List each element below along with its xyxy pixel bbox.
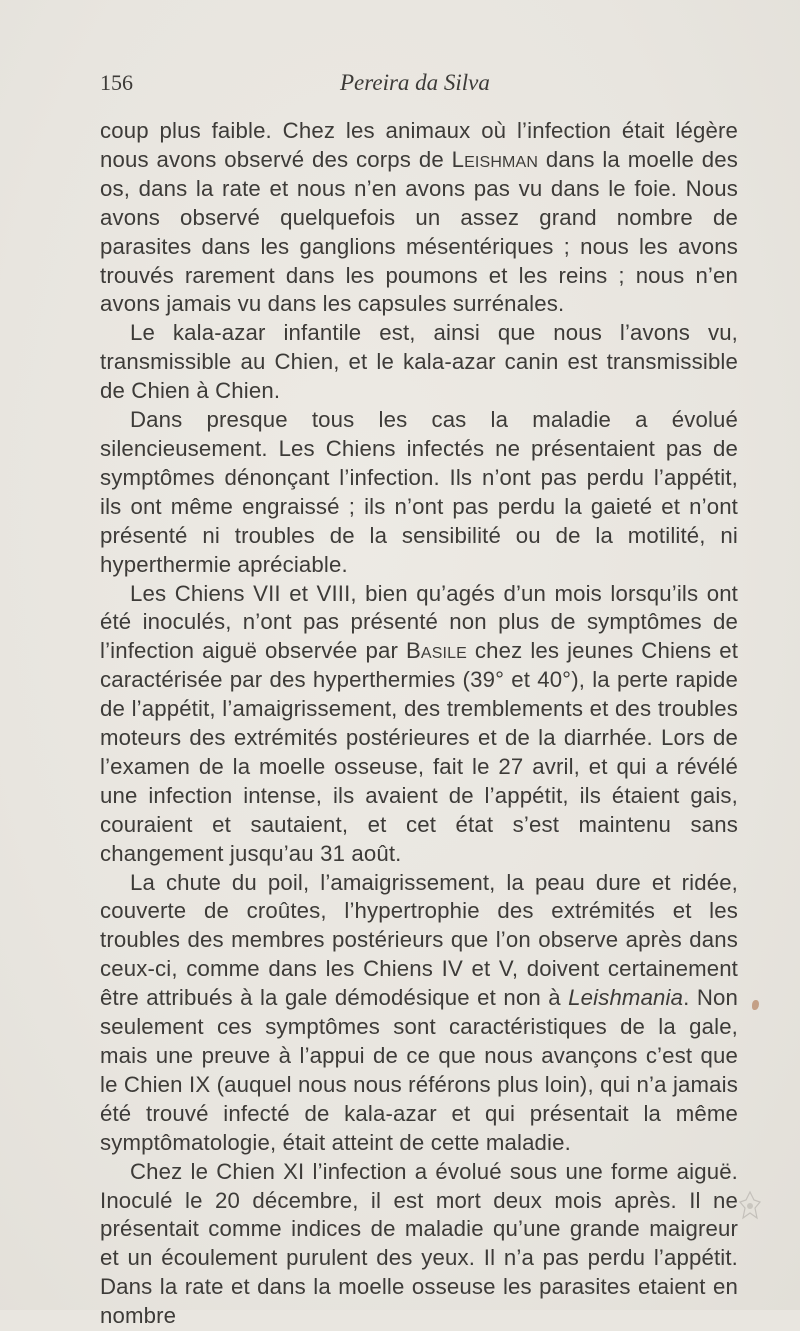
- paragraph: [100, 117, 738, 319]
- text-run: Le kala-azar infantile est, ainsi que nous l’avons vu, transmissible au Chien, et le kala-azar canin est transmissible de Chien à Chien.: [100, 320, 738, 404]
- genus-name: Leishmania: [568, 985, 684, 1011]
- paragraph: [100, 869, 738, 1158]
- ink-spot: [752, 1000, 759, 1010]
- author-name: Leishman: [451, 146, 539, 172]
- text-run: Chez le Chien XI l’infection a évolué sous une forme aiguë. Inoculé le 20 décembre, il est mort deux mois après. Il ne présentait comme indices de maladie qu’une grande maigreur et un écoulement purulent des yeux. Il n’a pas perdu l’appétit. Dans la rate et dans la moelle osseuse les parasites etaient en nombre: [100, 1158, 738, 1329]
- paragraph: [100, 406, 738, 579]
- paragraph: [100, 319, 738, 406]
- paragraph: [100, 580, 738, 869]
- text-run: dans la moelle des os, dans la rate et nous n’en avons pas vu dans le foie. Nous avons observé quelquefois un assez grand nombre de parasites dans les ganglions mésentériques ; nous les avons trouvés rarement dans les poumons et les reins ; nous n’en avons jamais vu dans les capsules surrénales.: [100, 146, 738, 317]
- author-name: Basile: [405, 638, 467, 664]
- text-run: chez les jeunes Chiens et caractérisée par des hyperthermies (39° et 40°), la perte rapide de l’appétit, l’amaigrissement, des tremblements et des troubles moteurs des extrémités postérieures et de la diarrhée. Lors de l’examen de la moelle osseuse, fait le 27 avril, et qui a révélé une infection intense, ils avaient de l’appétit, ils étaient gais, couraient et sautaient, et cet état s’est maintenu sans changement jusqu’au 31 août.: [100, 638, 739, 866]
- page-number: 156: [100, 70, 133, 95]
- text-run: Dans presque tous les cas la maladie a évolué silencieusement. Les Chiens infectés ne présentaient pas de symptômes dénonçant l’infection. Ils n’ont pas perdu l’appétit, ils ont même engraissé ; ils n’ont pas perdu la gaieté et n’ont présenté ni troubles de la sensibilité ou de la motilité, ni hyperthermie apréciable.: [100, 407, 738, 577]
- paragraph: [100, 1158, 738, 1331]
- text-run: Les Chiens VII et VIII, bien qu’agés d’un mois lorsqu’ils ont été inoculés, n’ont pas présenté non plus de symptômes de l’infection aiguë observée par: [100, 580, 738, 664]
- text-run: La chute du poil, l’amaigrissement, la peau dure et ridée, couverte de croûtes, l’hypertrophie des extrémités et les troubles des membres postérieurs que l’on observe après dans ceux-ci, comme dans les Chiens IV et V, doivent certainement être attribués à la gale démodésique et non à: [100, 869, 738, 1011]
- text-run: coup plus faible. Chez les animaux où l’infection était légère nous avons observé des corps de: [100, 118, 738, 172]
- library-stamp-mark: [738, 1190, 762, 1224]
- running-title: Pereira da Silva: [340, 70, 490, 95]
- running-head: [100, 70, 700, 106]
- body-text: [100, 117, 738, 1331]
- text-run: . Non seulement ces symptômes sont caractéristiques de la gale, mais une preuve à l’appui de ce que nous avançons c’est que le Chien IX (auquel nous nous référons plus loin), qui n’a jamais été trouvé infecté de kala-azar et qui présentait la même symptômatologie, était atteint de cette maladie.: [100, 985, 738, 1155]
